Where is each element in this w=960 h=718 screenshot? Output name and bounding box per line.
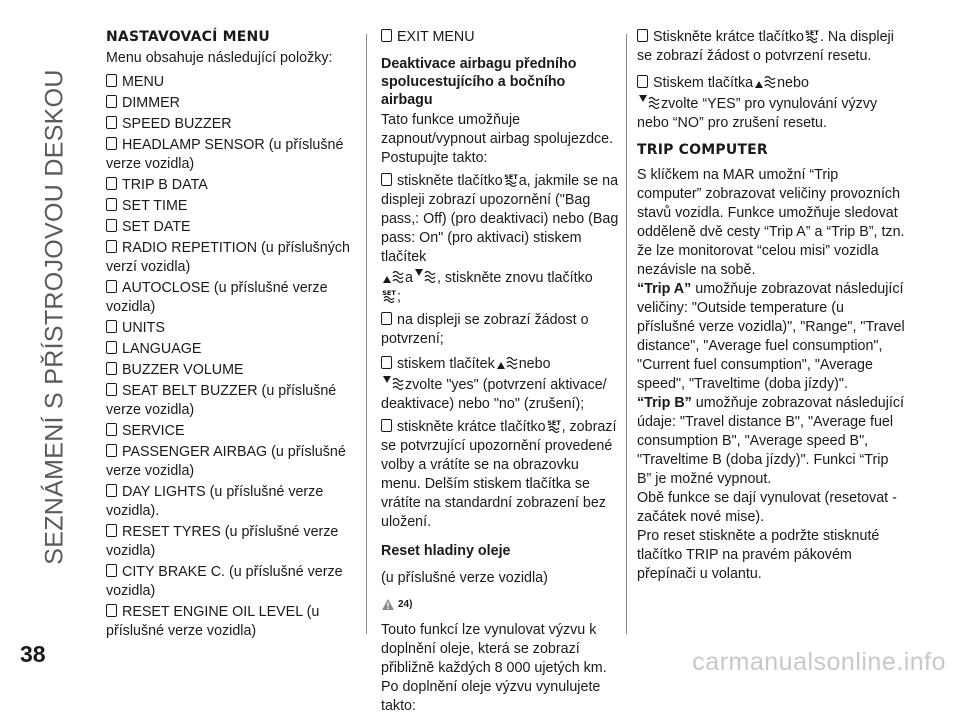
column-divider-1: [366, 34, 367, 634]
list-item: MENU: [106, 73, 358, 92]
airbag-steps-label: Postupujte takto:: [381, 150, 488, 166]
column-3: [637, 28, 905, 584]
svg-text:SET: SET: [805, 29, 819, 37]
column-2: [381, 28, 619, 718]
trip-a-description: [637, 280, 905, 394]
down-button-icon: [382, 374, 404, 392]
up-button-icon: [496, 353, 518, 371]
down-button-icon: [414, 267, 436, 285]
oil-reset-step-2: [637, 72, 905, 133]
airbag-step-1: [381, 172, 619, 307]
list-item: RESET TYRES (u příslušné verze vozidla): [106, 523, 358, 561]
oil-reset-step-2-text-a: Stiskem tlačítka: [653, 75, 754, 91]
list-item: UNITS: [106, 319, 358, 338]
list-item: AUTOCLOSE (u příslušné verze vozidla): [106, 279, 358, 317]
oil-reset-heading: Reset hladiny oleje: [381, 543, 511, 559]
list-item: SERVICE: [106, 422, 358, 441]
trip-b-description: [637, 394, 905, 489]
trip-reset-instructions: Pro reset stiskněte a podržte stisknuté tlačítko TRIP na pravém pákovém přepínači u volantu.: [637, 528, 880, 582]
warning-triangle-icon: [381, 598, 395, 611]
oil-reset-step-1: [637, 28, 905, 66]
down-button-icon: [638, 93, 660, 111]
column-divider-2: [626, 34, 627, 634]
list-item: DIMMER: [106, 94, 358, 113]
list-item: DAY LIGHTS (u příslušné verze vozidla).: [106, 483, 358, 521]
chapter-side-title-text: SEZNÁMENÍ S PŘÍSTROJOVOU DESKOU: [40, 69, 69, 565]
oil-reset-version: (u příslušné verze vozidla): [381, 570, 548, 586]
oil-reset-text-2: Po doplnění oleje výzvu vynulujete takto:: [381, 679, 601, 714]
warning-reference: [381, 595, 619, 615]
list-item: SET DATE: [106, 218, 358, 237]
svg-text:SET: SET: [546, 419, 561, 427]
warning-reference-number: 24): [398, 599, 413, 610]
airbag-step-3-text-c: zvolte "yes" (potvrzení aktivace/ deaktivace) nebo "no" (zrušení);: [381, 377, 607, 412]
oil-reset-step-2-text-b: nebo: [777, 75, 809, 91]
svg-text:SET: SET: [382, 289, 396, 297]
airbag-step-1-text-e: ;: [397, 289, 401, 305]
list-item: CITY BRAKE C. (u příslušné verze vozidla): [106, 563, 358, 601]
airbag-step-1-text-b: a, jakmile se na displeji zobrazí upozornění ("Bag pass,: Off) (pro deaktivaci) nebo (Bag pass: On" (pro aktivaci) stiskem tlačítek: [381, 173, 619, 265]
trip-a-text: umožňuje zobrazovat následující veličiny: "Outside temperature (u příslušné verze vozidla)", "Range", "Travel distance", "Average fuel consumption", "Current fuel consumption", "Average speed", "Traveltime (doba jízdy)".: [637, 281, 905, 392]
page-number: 38: [20, 641, 46, 667]
set-button-icon: [504, 172, 518, 188]
list-item: TRIP B DATA: [106, 176, 358, 195]
list-item: SEAT BELT BUZZER (u příslušné verze vozidla): [106, 382, 358, 420]
list-item: SPEED BUZZER: [106, 115, 358, 134]
airbag-intro: Tato funkce umožňuje zapnout/vypnout airbag spolujezdce.: [381, 112, 614, 147]
list-item: HEADLAMP SENSOR (u příslušné verze vozidla): [106, 136, 358, 174]
list-item: RESET ENGINE OIL LEVEL (u příslušné verze vozidla): [106, 603, 358, 641]
list-item: RADIO REPETITION (u příslušných verzí vozidla): [106, 239, 358, 277]
trip-b-text: umožňuje zobrazovat následující údaje: "Travel distance B", "Average fuel consumption B", "Average speed B", "Traveltime B (doba jízdy)". Funkci “Trip B” je možné vypnout.: [637, 395, 905, 487]
trip-reset-info: Obě funkce se dají vynulovat (resetovat - začátek nové mise).: [637, 490, 897, 525]
airbag-deactivation-heading: Deaktivace airbagu předního spolucestujícího a bočního airbagu: [381, 56, 577, 108]
airbag-step-4: [381, 418, 619, 532]
airbag-step-3-text-a: stiskem tlačítek: [397, 356, 495, 372]
svg-text:SET: SET: [503, 173, 518, 181]
airbag-step-4-text-b: , zobrazí se potvrzující upozornění provedené volby a vrátíte se na obrazovku menu. Delším stiskem tlačítka se vrátíte na standardní zobrazení bez uložení.: [381, 419, 617, 530]
airbag-step-3-text-b: nebo: [518, 356, 551, 372]
set-button-icon: [805, 28, 819, 44]
trip-b-label: “Trip B”: [637, 395, 692, 411]
list-item: SET TIME: [106, 197, 358, 216]
chapter-side-title: [30, 22, 80, 612]
set-button-icon: [382, 288, 396, 304]
settings-menu-heading: NASTAVOVACÍ MENU: [106, 29, 270, 45]
oil-reset-step-2-text-c: zvolte “YES” pro vynulování výzvy nebo “NO” pro zrušení resetu.: [637, 96, 878, 131]
airbag-step-3: [381, 353, 619, 414]
airbag-step-2: na displeji se zobrazí žádost o potvrzení;: [381, 311, 619, 349]
watermark: carmanualsonline.info: [692, 648, 946, 676]
oil-reset-text-1: Touto funkcí lze vynulovat výzvu k doplnění oleje, která se zobrazí přibližně každých 8 000 ujetých km.: [381, 622, 607, 676]
list-item-exit-menu: EXIT MENU: [381, 28, 619, 47]
airbag-step-1-text-a: stiskněte tlačítko: [397, 173, 503, 189]
list-item: BUZZER VOLUME: [106, 361, 358, 380]
airbag-step-1-text-d: , stiskněte znovu tlačítko: [436, 270, 593, 286]
up-button-icon: [754, 72, 776, 90]
list-item: LANGUAGE: [106, 340, 358, 359]
oil-reset-step-1-text-a: Stiskněte krátce tlačítko: [653, 29, 804, 45]
settings-menu-intro: Menu obsahuje následující položky:: [106, 50, 333, 66]
airbag-step-4-text-a: stiskněte krátce tlačítko: [397, 419, 546, 435]
settings-menu-list: [106, 73, 358, 641]
set-button-icon: [547, 418, 561, 434]
airbag-step-1-text-c: a: [405, 270, 413, 286]
list-item: PASSENGER AIRBAG (u příslušné verze vozidla): [106, 443, 358, 481]
up-button-icon: [382, 267, 404, 285]
column-1: [106, 28, 358, 643]
oil-reset-step-1-text-b: . Na displeji se zobrazí žádost o potvrzení resetu.: [637, 29, 894, 64]
trip-a-label: “Trip A”: [637, 281, 692, 297]
trip-computer-heading: TRIP COMPUTER: [637, 142, 768, 158]
trip-computer-intro: S klíčkem na MAR umožní “Trip computer” zobrazovat veličiny provozních stavů vozidla. Funkce umožňuje sledovat odděleně dvě cesty “Trip A” a “Trip B”, tzn. že lze monitorovat “celou misi” vozidla nezávisle na sobě.: [637, 167, 905, 278]
